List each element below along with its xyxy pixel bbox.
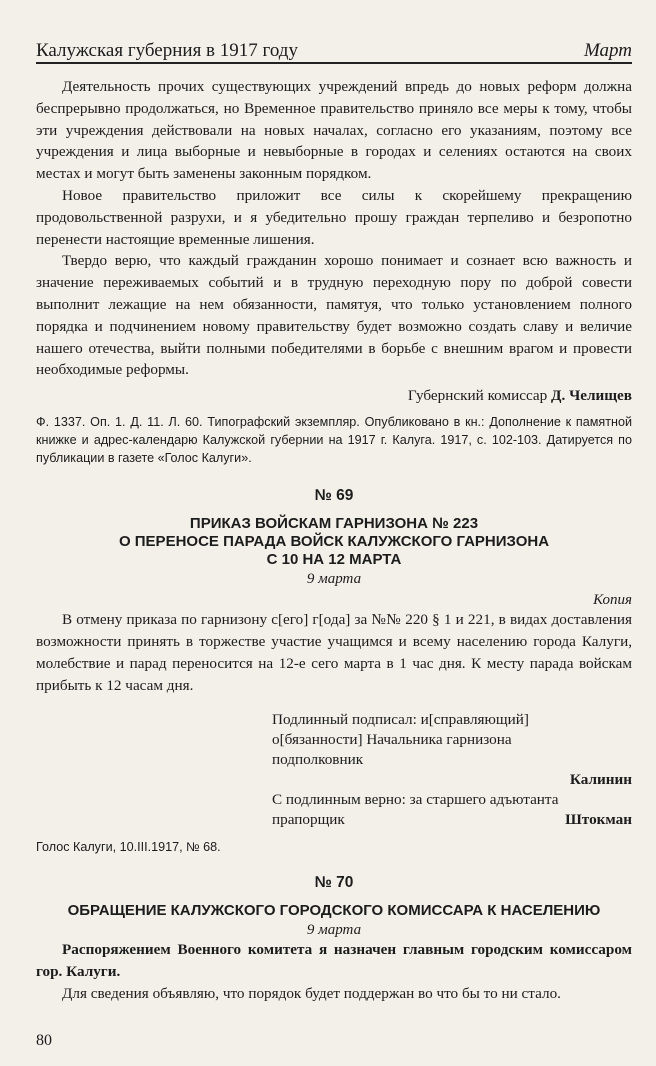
page-number: 80 bbox=[36, 1032, 52, 1049]
sig-line: о[бязанности] Начальника гарнизона bbox=[272, 731, 512, 749]
title-line: С 10 НА 12 МАРТА bbox=[266, 551, 402, 569]
signature-role: Губернский комиссар bbox=[407, 387, 548, 405]
document-title: ОБРАЩЕНИЕ КАЛУЖСКОГО ГОРОДСКОГО КОМИССАРА К НАСЕЛЕНИЮ bbox=[67, 902, 601, 920]
running-header bbox=[36, 28, 632, 64]
copy-mark: Копия bbox=[593, 592, 632, 609]
sig-name-row bbox=[272, 770, 632, 790]
signature-block bbox=[272, 710, 632, 830]
title-line: О ПЕРЕНОСЕ ПАРАДА ВОЙСК КАЛУЖСКОГО ГАРНИЗОНА bbox=[118, 533, 550, 551]
paragraph: Деятельность прочих существующих учреждений впредь до новых реформ должна беспрерывно продолжаться, но Временное правительство приняло все меры к тому, чтобы эти учреждения действовали на новых началах, согласно его указаниям, поэтому все учреждения и лица выборные и невыборные в городах и селениях остаются на своих местах и могут быть заменены законным порядком. bbox=[36, 78, 632, 183]
newspaper-source: Голос Калуги, 10.III.1917, № 68. bbox=[36, 840, 221, 855]
sig-line: Подлинный подписал: и[справляющий] bbox=[272, 711, 529, 729]
paragraph: Для сведения объявляю, что порядок будет поддержан во что бы то ни стало. bbox=[62, 984, 561, 1002]
verify-rank: прапорщик bbox=[272, 811, 345, 829]
order-text: В отмену приказа по гарнизону с[его] г[ода] за №№ 220 § 1 и 221, в видах доставления возможности принять в торжестве участие учащимся и всему населению города Калуги, молебствие и парад переносится на 12-е сего марта в 1 час дня. К месту парада войскам прибыть к 12 часам дня. bbox=[36, 611, 632, 694]
paragraph: Новое правительство приложит все силы к скорейшему прекращению продовольственной разрухи, и я убедительно прошу граждан терпеливо и безропотно перенести настоящие временные лишения. bbox=[36, 186, 632, 248]
document-title bbox=[36, 515, 632, 569]
signature-governor bbox=[36, 387, 632, 405]
document-number: № 70 bbox=[314, 874, 354, 892]
page-body bbox=[36, 76, 632, 1005]
verify-row bbox=[272, 810, 632, 830]
title-line: ПРИКАЗ ВОЙСКАМ ГАРНИЗОНА № 223 bbox=[189, 515, 479, 533]
lead-paragraph: Распоряжением Военного комитета я назначен главным городским комиссаром гор. Калуги. bbox=[36, 941, 632, 981]
sig-name: Калинин bbox=[569, 771, 632, 789]
verify-line: С подлинным верно: за старшего адъютанта bbox=[272, 791, 559, 809]
verify-name: Штокман bbox=[565, 811, 632, 829]
sig-rank-row bbox=[272, 750, 632, 770]
document-date: 9 марта bbox=[306, 922, 362, 939]
signature-name: Д. Челищев bbox=[551, 387, 632, 405]
header-title: Калужская губерния в 1917 году bbox=[36, 40, 298, 61]
document-number: № 69 bbox=[314, 487, 354, 505]
paragraph: Твердо верю, что каждый гражданин хорошо понимает и сознает всю важность и значение переживаемых событий и в трудную переходную пору по доброй совести выполнит лежащие на нем обязанности, памятуя, что только установлением полного порядка и подчинением новому правительству будет возможно создать славу и величие нашего отечества, выйти полными победителями в борьбе с внешним врагом и провести необходимые реформы. bbox=[36, 252, 632, 379]
header-month: Март bbox=[583, 40, 632, 61]
document-date: 9 марта bbox=[306, 571, 362, 588]
document-page bbox=[36, 28, 632, 1058]
sig-rank: подполковник bbox=[272, 751, 364, 769]
archive-source: Ф. 1337. Оп. 1. Д. 11. Л. 60. Типографский экземпляр. Опубликовано в кн.: Дополнение к памятной книжке и адрес-календарю Калужской губернии на 1917 г. Калуга. 1917, с. 102-103. Датируется по публикации в газете «Голос Калуги». bbox=[36, 415, 632, 466]
